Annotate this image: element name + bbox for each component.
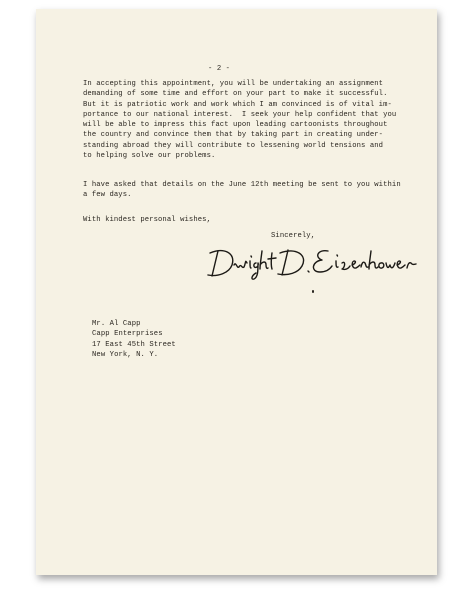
body-paragraph-appointment: In accepting this appointment, you will be undertaking an assignment demanding of some time and effort on your part to make it successful. But it is patriotic work and work which I am convinced is of vital im- portance to our national interest. I seek your help confident that you will be able to impress this fact upon leading cartoonists throughout the country and convince them that by taking part in creating under- standing abroad they will contribute to lessening world tensions and to helping solve our problems. <box>83 80 397 161</box>
ink-mark <box>312 290 314 293</box>
letter-page <box>36 9 437 575</box>
handwritten-signature <box>204 241 419 283</box>
body-paragraph-wishes: With kindest personal wishes, <box>83 216 211 224</box>
body-paragraph-meeting-details: I have asked that details on the June 12th meeting be sent to you within a few days. <box>83 181 401 200</box>
recipient-address: Mr. Al Capp Capp Enterprises 17 East 45th Street New York, N. Y. <box>92 320 176 359</box>
page-number: - 2 - <box>208 65 231 73</box>
closing-sincerely: Sincerely, <box>271 232 316 240</box>
